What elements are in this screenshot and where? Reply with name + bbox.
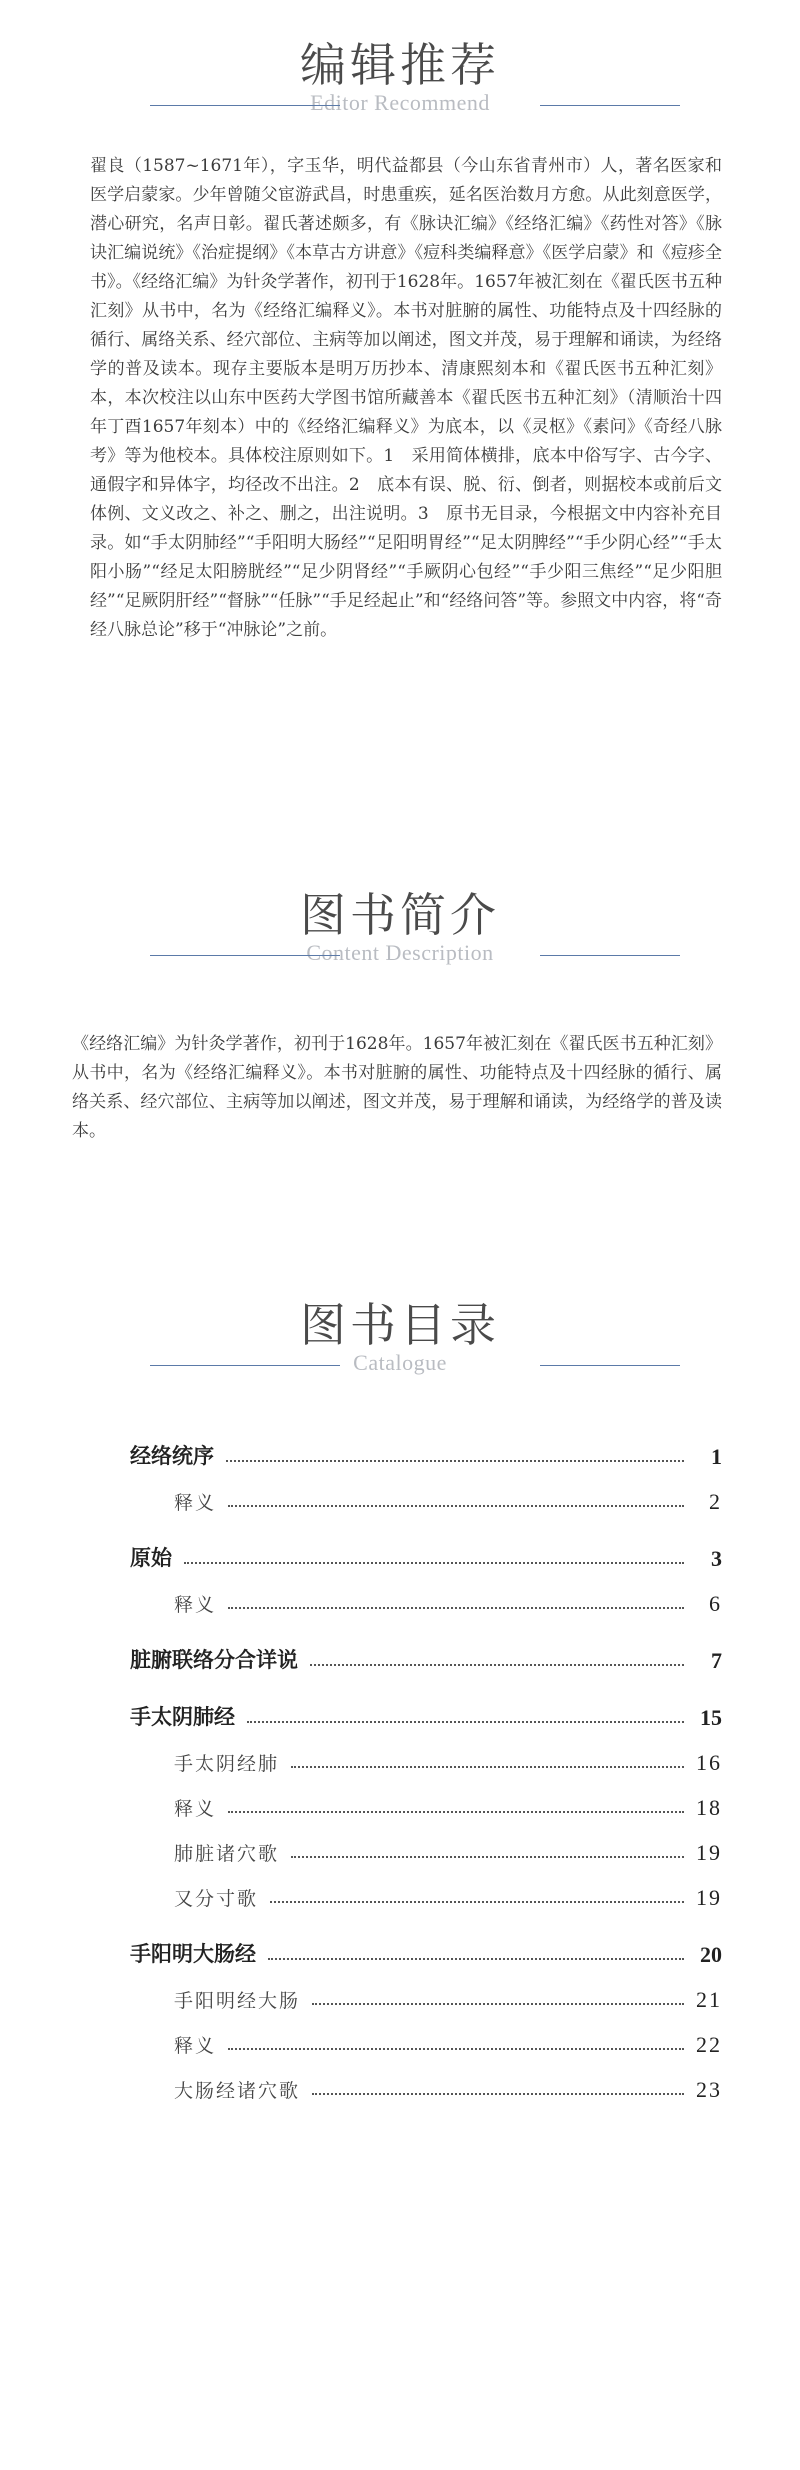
toc-leader-dots <box>184 1562 684 1564</box>
toc-entry <box>130 1686 722 1731</box>
toc-entry <box>130 1968 722 2013</box>
toc-entry-title: 脏腑联络分合详说 <box>130 1647 298 1672</box>
toc-entry-page: 3 <box>711 1546 722 1571</box>
toc-leader-dots <box>228 1607 684 1609</box>
toc-entry-title: 释义 <box>174 1798 217 1820</box>
toc-leader-dots <box>270 1901 684 1903</box>
toc-entry-title: 又分寸歌 <box>174 1888 259 1910</box>
toc-entry-title: 经络统序 <box>130 1443 214 1468</box>
toc-entry <box>130 1527 722 1572</box>
toc-entry-page: 19 <box>696 1840 722 1865</box>
toc-entry <box>130 1776 722 1821</box>
content-description-title: 图书简介 <box>300 888 500 942</box>
toc-entry <box>130 1470 722 1515</box>
toc-entry-page: 16 <box>696 1750 722 1775</box>
toc-entry-page: 2 <box>709 1489 722 1514</box>
divider-right <box>540 105 680 106</box>
divider-left <box>150 1365 340 1366</box>
catalogue-subtitle: Catalogue <box>353 1350 447 1375</box>
toc-leader-dots <box>291 1856 684 1858</box>
divider-right <box>540 1365 680 1366</box>
editor-recommend-heading <box>0 38 800 116</box>
content-description-subtitle: Content Description <box>306 940 494 965</box>
toc-entry <box>130 2058 722 2103</box>
toc-entry <box>130 1425 722 1470</box>
toc-entry-page: 18 <box>696 1795 722 1820</box>
catalogue-heading <box>0 1298 800 1376</box>
toc-entry-page: 23 <box>696 2077 722 2102</box>
toc-entry-title: 释义 <box>174 2035 217 2057</box>
toc-leader-dots <box>228 2048 684 2050</box>
catalogue-title: 图书目录 <box>300 1298 500 1352</box>
toc-entry <box>130 1866 722 1911</box>
toc-entry-page: 20 <box>700 1942 722 1967</box>
toc-entry <box>130 1923 722 1968</box>
toc-entry-title: 肺脏诸穴歌 <box>174 1843 280 1865</box>
editor-recommend-subtitle: Editor Recommend <box>310 90 490 115</box>
toc-entry-page: 22 <box>696 2032 722 2057</box>
toc-entry-page: 21 <box>696 1987 722 2012</box>
table-of-contents <box>130 1425 722 2103</box>
toc-leader-dots <box>228 1505 684 1507</box>
toc-entry-title: 大肠经诸穴歌 <box>174 2080 301 2102</box>
content-description-paragraph: 《经络汇编》为针灸学著作，初刊于1628年。1657年被汇刻在《翟氏医书五种汇刻》从书中，名为《经络汇编释义》。本书对脏腑的属性、功能特点及十四经脉的循行、属络关系、经穴部位、主病等加以阐述，图文并茂，易于理解和诵读，为经络学的普及读本。 <box>72 1034 722 1141</box>
editor-recommend-paragraph: 翟良（1587~1671年），字玉华，明代益都县（今山东省青州市）人，著名医家和医学启蒙家。少年曾随父宦游武昌，时患重疾，延名医治数月方愈。从此刻意医学，潜心研究，名声日彰。翟氏著述颇多，有《脉诀汇编》《经络汇编》《药性对答》《脉诀汇编说统》《治症提纲》《本草古方讲意》《痘科类编释意》《医学启蒙》和《痘疹全书》。《经络汇编》为针灸学著作，初刊于1628年。1657年被汇刻在《翟氏医书五种汇刻》从书中，名为《经络汇编释义》。本书对脏腑的属性、功能特点及十四经脉的循行、属络关系、经穴部位、主病等加以阐述，图文并茂，易于理解和诵读，为经络学的普及读本。现存主要版本是明万历抄本、清康熙刻本和《翟氏医书五种汇刻》本，本次校注以山东中医药大学图书馆所藏善本《翟氏医书五种汇刻》（清顺治十四年丁酉1657年刻本）中的《经络汇编释义》为底本，以《灵枢》《素问》《奇经八脉考》等为他校本。具体校注原则如下。1 采用简体横排，底本中俗写字、古今字、通假字和异体字，均径改不出注。2 底本有误、脱、衍、倒者，则据校本或前后文体例、文义改之、补之、删之，出注说明。3 原书无目录，今根据文中内容补充目录。如“手太阴肺经”“手阳明大肠经”“足阳明胃经”“足太阴脾经”“手少阴心经”“手太阳小肠”“经足太阳膀胱经”“足少阴肾经”“手厥阴心包经”“手少阳三焦经”“足少阳胆经”“足厥阴肝经”“督脉”“任脉”“手足经起止”和“经络问答”等。参照文中内容，将“奇经八脉总论”移于“冲脉论”之前。 <box>90 156 722 640</box>
toc-entry-page: 6 <box>709 1591 722 1616</box>
toc-entry <box>130 1572 722 1617</box>
toc-entry-title: 原始 <box>130 1545 172 1570</box>
toc-leader-dots <box>310 1664 684 1666</box>
toc-entry-title: 手太阴肺经 <box>130 1704 235 1729</box>
divider-left <box>150 105 340 106</box>
toc-entry-page: 15 <box>700 1705 722 1730</box>
content-description-heading <box>0 888 800 966</box>
toc-entry-title: 手阳明大肠经 <box>130 1941 256 1966</box>
toc-entry <box>130 1731 722 1776</box>
toc-entry-page: 19 <box>696 1885 722 1910</box>
toc-entry <box>130 1629 722 1674</box>
divider-right <box>540 955 680 956</box>
toc-entry-title: 释义 <box>174 1594 217 1616</box>
toc-leader-dots <box>268 1958 684 1960</box>
divider-left <box>150 955 340 956</box>
toc-entry <box>130 1821 722 1866</box>
toc-entry-title: 手阳明经大肠 <box>174 1990 301 2012</box>
toc-leader-dots <box>247 1721 684 1723</box>
toc-leader-dots <box>312 2003 684 2005</box>
toc-leader-dots <box>228 1811 684 1813</box>
toc-entry-title: 手太阴经肺 <box>174 1753 280 1775</box>
toc-entry-page: 1 <box>711 1444 722 1469</box>
toc-leader-dots <box>226 1460 684 1462</box>
toc-entry-page: 7 <box>711 1648 722 1673</box>
toc-leader-dots <box>291 1766 684 1768</box>
toc-leader-dots <box>312 2093 684 2095</box>
toc-entry-title: 释义 <box>174 1492 217 1514</box>
toc-entry <box>130 2013 722 2058</box>
editor-recommend-title: 编辑推荐 <box>300 38 500 92</box>
